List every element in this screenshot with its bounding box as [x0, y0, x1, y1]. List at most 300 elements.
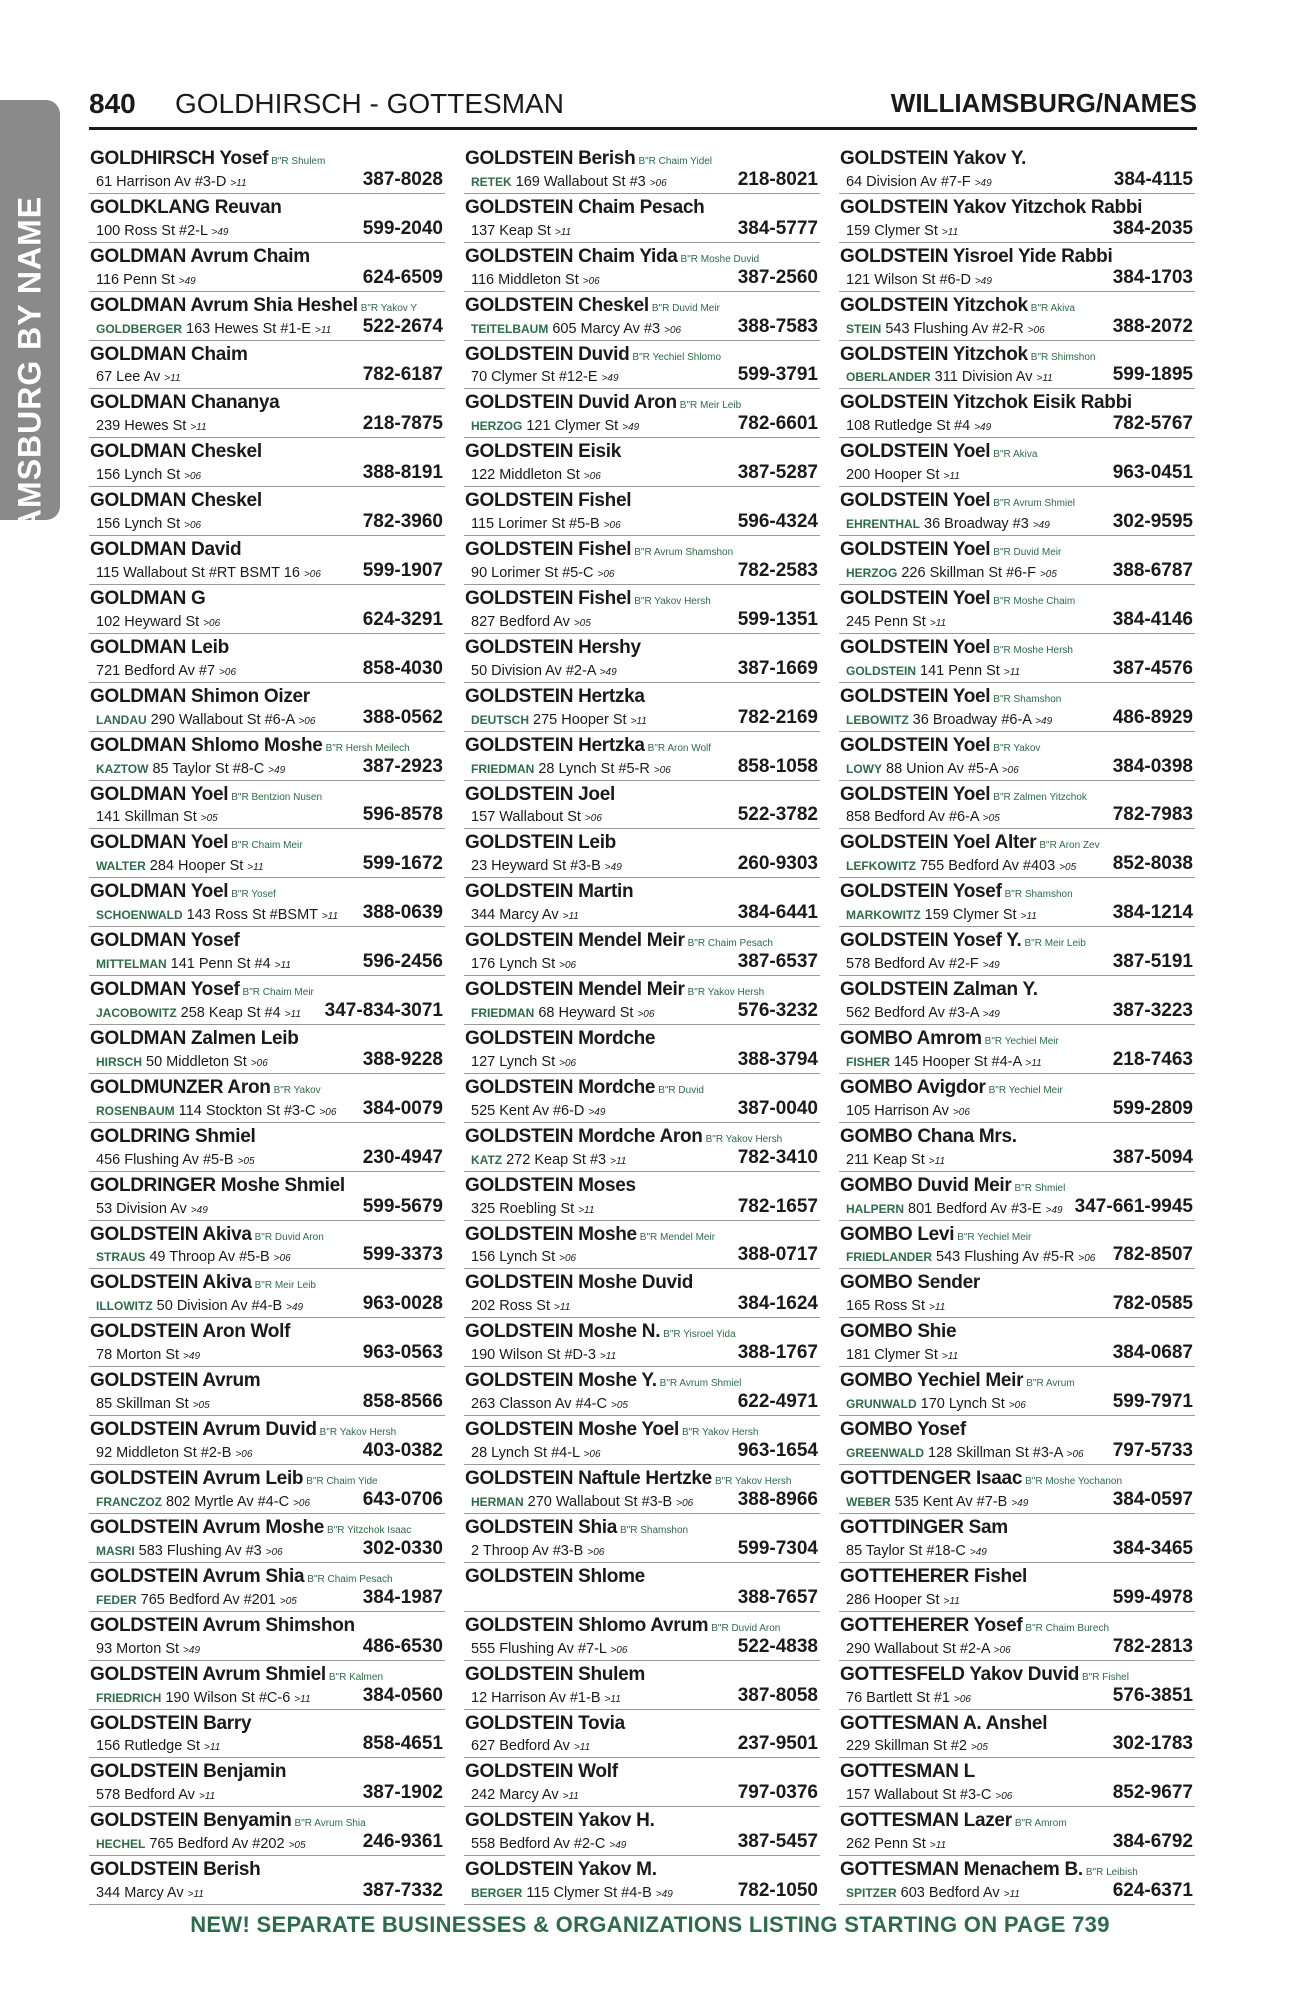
listing-name: GOMBO Levi	[840, 1223, 955, 1245]
listing-address: 78 Morton St	[96, 1347, 180, 1364]
listing-address-line	[846, 1738, 988, 1754]
listing-patronymic: B"R Yakov	[273, 1084, 321, 1096]
listing-entry	[839, 976, 1195, 1025]
listing-name: GOLDSTEIN Mordche	[465, 1076, 656, 1098]
listing-entry	[89, 1074, 445, 1123]
listing-patronymic: B"R Chaim Meir	[231, 840, 303, 852]
listing-address-line	[96, 272, 196, 288]
listing-name: GOMBO Amrom	[840, 1028, 982, 1050]
listing-zip-zone: >49	[974, 275, 992, 287]
listing-patronymic: B"R Shmiel	[1014, 1182, 1066, 1194]
listing-address: 176 Lynch St	[471, 956, 556, 973]
listing-entry	[89, 1514, 445, 1563]
listing-name-line	[90, 1664, 383, 1686]
listing-phone: 782-2583	[737, 560, 818, 582]
listing-name: GOLDSTEIN Eisik	[465, 441, 621, 463]
listing-name-line	[840, 1664, 1129, 1686]
listing-address-line	[471, 761, 671, 777]
listing-address: 562 Bedford Av #3-A	[846, 1005, 979, 1022]
listing-name: GOMBO Duvid Meir	[840, 1174, 1012, 1196]
listing-phone: 852-9677	[1112, 1782, 1193, 1804]
listing-address: 2 Throop Av #3-B	[471, 1542, 584, 1559]
listing-name: GOLDSTEIN Yakov H.	[465, 1810, 655, 1832]
listing-entry	[839, 1807, 1195, 1856]
listing-patronymic: B"R Mendel Meir	[639, 1231, 716, 1243]
listing-name: GOLDSTEIN Chaim Yida	[465, 245, 678, 267]
listing-address: 28 Lynch St #5-R	[538, 760, 650, 777]
listing-address-line	[96, 1249, 291, 1265]
listing-name: GOLDRING Shmiel	[90, 1125, 256, 1147]
listing-patronymic: B"R Shamshon	[620, 1524, 689, 1536]
listing-address-line	[846, 1690, 971, 1706]
listing-entry	[89, 487, 445, 536]
listing-alt-name: STRAUS	[96, 1250, 146, 1265]
listing-zip-zone: >06	[583, 1449, 601, 1461]
listing-zip-zone: >06	[184, 520, 202, 532]
listing-name-line	[465, 1028, 655, 1050]
listing-phone: 384-5777	[737, 217, 818, 239]
listing-name-line	[90, 1517, 411, 1539]
listing-entry	[464, 878, 820, 927]
listing-phone: 218-7875	[362, 413, 443, 435]
listing-zip-zone: >06	[603, 520, 621, 532]
listing-address: 827 Bedford Av	[471, 613, 570, 630]
listing-name-line	[840, 637, 1073, 659]
listing-phone: 599-4978	[1112, 1586, 1193, 1608]
listing-phone: 522-2674	[362, 315, 443, 337]
listing-address: 105 Harrison Av	[846, 1102, 949, 1119]
listing-name-line	[90, 979, 314, 1001]
listing-address-line	[96, 956, 291, 972]
listing-name: GOLDSTEIN Hershy	[465, 636, 641, 658]
listing-zip-zone: >11	[274, 960, 291, 972]
listing-name-line	[90, 539, 241, 561]
listing-name-line	[465, 881, 633, 903]
listing-name-line	[840, 1272, 980, 1294]
listing-phone: 599-2809	[1112, 1097, 1193, 1119]
listing-zip-zone: >49	[969, 1546, 987, 1558]
listing-alt-name: MARKOWITZ	[846, 908, 921, 923]
listing-address: 627 Bedford Av	[471, 1738, 570, 1755]
listing-address-line	[846, 809, 1000, 825]
listing-entry	[464, 1856, 820, 1905]
listing-name: GOLDMAN Cheskel	[90, 441, 262, 463]
listing-name-line	[465, 588, 711, 610]
listing-name-line	[840, 1419, 966, 1441]
listing-name: GOLDMAN David	[90, 539, 242, 561]
listing-entry	[464, 1612, 820, 1661]
listing-zip-zone: >06	[664, 324, 682, 336]
listing-entry	[464, 536, 820, 585]
listing-address: 226 Skillman St #6-F	[901, 565, 1036, 582]
listing-patronymic: B"R Shulem	[271, 156, 326, 167]
listing-address: 116 Penn St	[96, 271, 175, 288]
listing-name-line	[465, 392, 741, 414]
listing-zip-zone: >49	[974, 422, 992, 434]
listing-entry	[89, 438, 445, 487]
listing-address-line	[471, 712, 647, 728]
listing-name: GOLDMAN Cheskel	[90, 490, 262, 512]
listing-phone: 387-2923	[362, 755, 443, 777]
listing-phone: 387-1902	[362, 1782, 443, 1804]
listing-address-line	[96, 1885, 204, 1901]
listing-phone: 858-1058	[737, 755, 818, 777]
listing-address: 755 Bedford Av #403	[919, 858, 1056, 875]
listing-entry	[839, 1710, 1195, 1759]
listing-entry	[89, 1465, 445, 1514]
listing-alt-name: ILLOWITZ	[96, 1299, 153, 1314]
listing-address-line	[471, 1787, 579, 1803]
listing-address: 190 Wilson St #D-3	[471, 1347, 596, 1364]
listing-name-line	[465, 246, 759, 268]
listing-address: 141 Penn St #4	[170, 956, 271, 973]
listing-address-line	[846, 1494, 1028, 1510]
listing-entry	[464, 145, 820, 194]
listing-phone: 387-6537	[737, 951, 818, 973]
listing-name: GOLDSTEIN Yoel	[840, 490, 991, 512]
listing-entry	[89, 1269, 445, 1318]
listing-name-line	[840, 1370, 1075, 1392]
listing-name-line	[840, 1713, 1047, 1735]
listing-address-line	[471, 907, 579, 923]
listing-address: 605 Marcy Av #3	[552, 320, 661, 337]
listing-zip-zone: >11	[1025, 1057, 1042, 1069]
listing-name: GOLDSTEIN Fishel	[465, 539, 632, 561]
listing-address-line	[471, 272, 600, 288]
listing-phone: 388-2072	[1112, 315, 1193, 337]
listing-address: 721 Bedford Av #7	[96, 662, 216, 679]
listing-name-line	[840, 344, 1095, 366]
listing-entry	[839, 1074, 1195, 1123]
listing-address-line	[846, 418, 991, 434]
listing-address: 344 Marcy Av	[471, 907, 559, 924]
listing-name: GOLDMAN Yoel	[90, 881, 229, 903]
listing-address-line	[471, 956, 576, 972]
listing-name-line	[840, 295, 1075, 317]
listing-entry	[464, 927, 820, 976]
listing-address-line	[846, 1543, 987, 1559]
listing-name-line	[90, 686, 310, 708]
listing-phone: 596-2456	[362, 951, 443, 973]
listing-name: GOLDSTEIN Yitzchok	[840, 343, 1028, 365]
listing-name-line	[90, 1566, 393, 1588]
listing-zip-zone: >06	[1066, 1449, 1084, 1461]
listing-address-line	[471, 1738, 590, 1754]
listing-name: GOLDSTEIN Akiva	[90, 1223, 252, 1245]
listing-name: GOMBO Sender	[840, 1272, 980, 1294]
listing-zip-zone: >11	[314, 324, 332, 336]
listing-entry	[89, 1221, 445, 1270]
listing-address-line	[471, 1152, 626, 1168]
listing-phone: 388-0562	[362, 706, 443, 728]
listing-address: 156 Lynch St	[96, 516, 181, 533]
listing-name: GOLDSTEIN Yoel	[840, 441, 991, 463]
listing-entry	[89, 732, 445, 781]
listing-zip-zone: >06	[637, 1009, 655, 1021]
listing-phone: 384-1624	[737, 1293, 818, 1315]
listing-entry	[464, 1563, 820, 1612]
listing-entry	[89, 243, 445, 292]
listing-address: 286 Hooper St	[846, 1591, 940, 1608]
listing-entry	[839, 1172, 1195, 1221]
listing-address-line	[96, 1201, 208, 1217]
listing-phone: 782-7983	[1112, 804, 1193, 826]
listing-name-line	[465, 637, 641, 659]
listing-address: 170 Lynch St	[920, 1396, 1005, 1413]
listing-alt-name: GRUNWALD	[846, 1397, 917, 1412]
listing-patronymic: B"R Yakov Hersh	[714, 1476, 792, 1488]
listing-name-line	[840, 1859, 1138, 1881]
listing-phone: 260-9303	[737, 853, 818, 875]
listing-phone: 384-4115	[1113, 168, 1193, 190]
listing-entry	[839, 683, 1195, 732]
listing-phone: 782-2169	[737, 706, 818, 728]
listing-address-line	[846, 565, 1057, 581]
listing-entry	[464, 1221, 820, 1270]
listing-address-line	[471, 1103, 605, 1119]
listing-entry	[839, 1416, 1195, 1465]
listing-address: 141 Skillman St	[96, 809, 197, 826]
listing-name: GOLDSTEIN Yakov M.	[465, 1859, 657, 1881]
listing-alt-name: GREENWALD	[846, 1446, 924, 1461]
listing-address-line	[471, 369, 619, 385]
listing-entry	[464, 1710, 820, 1759]
listing-address: 583 Flushing Av #3	[138, 1542, 262, 1559]
listing-name-line	[465, 1664, 645, 1686]
listing-entry	[839, 1025, 1195, 1074]
listing-alt-name: FRIEDMAN	[471, 1006, 535, 1021]
listing-address: 325 Roebling St	[471, 1200, 575, 1217]
listing-phone: 782-8507	[1112, 1244, 1193, 1266]
listing-entry	[464, 1807, 820, 1856]
listing-name: GOLDSTEIN Yoel	[840, 685, 991, 707]
listing-patronymic: B"R Avrum Shia	[294, 1818, 366, 1830]
listing-entry	[89, 634, 445, 683]
listing-address-line	[846, 1836, 946, 1852]
listing-phone: 387-8058	[737, 1684, 818, 1706]
listing-phone: 218-7463	[1112, 1048, 1193, 1070]
listing-name: GOLDSTEIN Berish	[465, 148, 636, 169]
listing-zip-zone: >49	[268, 764, 286, 776]
listing-patronymic: B"R Chaim Yide	[306, 1476, 378, 1488]
listing-zip-zone: >06	[1027, 324, 1045, 336]
listing-address: 102 Heyward St	[96, 613, 200, 630]
listing-patronymic: B"R Akiva	[1030, 302, 1075, 314]
listing-alt-name: GOLDBERGER	[96, 321, 183, 336]
listing-phone: 599-2040	[362, 217, 443, 239]
listing-zip-zone: >05	[573, 617, 591, 629]
listing-phone: 599-3373	[362, 1244, 443, 1266]
listing-alt-name: LOWY	[846, 761, 882, 776]
listing-zip-zone: >11	[943, 1595, 960, 1607]
listing-phone: 782-1657	[737, 1195, 818, 1217]
listing-zip-zone: >11	[941, 1351, 959, 1363]
listing-zip-zone: >05	[237, 1155, 255, 1167]
listing-name: GOLDSTEIN Leib	[465, 832, 616, 854]
listing-phone: 797-0376	[737, 1782, 818, 1804]
listing-address-line	[96, 565, 321, 581]
listing-alt-name: RETEK	[471, 174, 512, 189]
listing-zip-zone: >11	[562, 1791, 579, 1803]
listing-address-line	[471, 1885, 673, 1901]
listing-patronymic: B"R Moshe Duvid	[680, 253, 760, 265]
listing-phone: 246-9361	[362, 1831, 443, 1853]
listing-phone: 384-1703	[1112, 266, 1193, 288]
listing-name: GOLDSTEIN Moshe N.	[465, 1321, 661, 1343]
listing-phone: 384-2035	[1112, 217, 1193, 239]
listing-name: GOLDSTEIN Duvid Aron	[465, 392, 677, 414]
listing-address: 245 Penn St	[846, 613, 926, 630]
listing-phone: 388-0639	[362, 902, 443, 924]
listing-name: GOTTDENGER Isaac	[840, 1468, 1023, 1490]
listing-phone: 384-0597	[1112, 1488, 1193, 1510]
listing-phone: 624-3291	[362, 608, 443, 630]
listing-address: 90 Lorimer St #5-C	[471, 565, 594, 582]
listing-address: 159 Clymer St	[924, 907, 1017, 924]
listing-zip-zone: >11	[630, 715, 647, 727]
listing-zip-zone: >06	[559, 960, 577, 972]
listing-address: 555 Flushing Av #7-L	[471, 1640, 607, 1657]
listing-address-line	[471, 809, 602, 825]
listing-address: 525 Kent Av #6-D	[471, 1102, 585, 1119]
listing-zip-zone: >06	[954, 1693, 971, 1705]
listing-name-line	[90, 1175, 345, 1197]
listing-name: GOLDSTEIN Zalman Y.	[840, 979, 1038, 1001]
listing-zip-zone: >49	[190, 1204, 208, 1216]
listing-zip-zone: >05	[200, 813, 218, 825]
listing-address-line	[96, 1005, 301, 1021]
listing-address: 121 Clymer St	[526, 418, 619, 435]
listing-zip-zone: >06	[293, 1497, 311, 1509]
listing-patronymic: B"R Chaim Pesach	[687, 938, 773, 950]
listing-address: 88 Union Av #5-A	[886, 760, 998, 777]
listing-name: GOLDMAN Chaim	[90, 343, 248, 365]
listing-zip-zone: >11	[943, 471, 960, 483]
listing-entry	[464, 683, 820, 732]
listing-address: 50 Division Av #2-A	[471, 662, 596, 679]
listing-address-line	[96, 1152, 255, 1168]
listing-entry	[464, 341, 820, 390]
listing-phone: 388-8966	[737, 1488, 818, 1510]
listing-entry	[464, 1025, 820, 1074]
listing-address-line	[96, 1690, 311, 1706]
listing-name-line	[90, 588, 206, 610]
listing-zip-zone: >11	[941, 226, 959, 238]
listing-address-line	[846, 614, 946, 630]
listing-address: 270 Wallabout St #3-B	[527, 1493, 673, 1510]
listing-phone: 596-4324	[737, 511, 818, 533]
listing-address: 311 Division Av	[934, 369, 1033, 386]
listing-entry	[464, 1123, 820, 1172]
listing-address-line	[471, 663, 617, 679]
listing-phone: 387-7332	[362, 1880, 443, 1902]
listing-patronymic: B"R Chaim Meir	[242, 987, 314, 999]
listing-alt-name: HERZOG	[471, 419, 523, 434]
listing-address-line	[96, 1641, 200, 1657]
listing-address: 163 Hewes St #1-E	[186, 320, 311, 337]
listing-name-line	[465, 1468, 791, 1490]
listing-name-line	[840, 1126, 1017, 1148]
listing-address-line	[471, 1494, 693, 1510]
listing-entry	[464, 1758, 820, 1807]
listing-name: GOLDSTEIN Barry	[90, 1712, 252, 1734]
listing-address-line	[96, 1787, 215, 1803]
listing-name: GOLDSTEIN Avrum Moshe	[90, 1516, 325, 1538]
listing-address-line	[96, 467, 201, 483]
listing-name-line	[465, 1859, 657, 1881]
listing-zip-zone: >49	[286, 1302, 304, 1314]
listing-zip-zone: >49	[982, 960, 1000, 972]
listing-name-line	[465, 1370, 741, 1392]
listing-patronymic: B"R Chaim Pesach	[307, 1573, 393, 1585]
listing-address-line	[96, 1396, 210, 1412]
listing-phone: 576-3232	[737, 1000, 818, 1022]
listing-entry	[839, 389, 1195, 438]
listing-name: GOLDSTEIN Tovia	[465, 1712, 625, 1734]
listing-zip-zone: >06	[583, 471, 601, 483]
listing-entry	[839, 292, 1195, 341]
listing-address: 143 Ross St #BSMT	[186, 907, 318, 924]
listing-address: 239 Hewes St	[96, 418, 187, 435]
listing-alt-name: ROSENBAUM	[96, 1103, 175, 1118]
listing-name: GOLDSTEIN Shulem	[465, 1663, 645, 1685]
listing-alt-name: LANDAU	[96, 712, 147, 727]
listing-entry	[839, 1563, 1195, 1612]
listing-entry	[839, 536, 1195, 585]
listing-name: GOLDSTEIN Avrum Shmiel	[90, 1663, 326, 1685]
listing-address: 156 Lynch St	[471, 1249, 556, 1266]
listing-address-line	[471, 1396, 628, 1412]
listing-zip-zone: >49	[622, 422, 640, 434]
listing-alt-name: HERMAN	[471, 1494, 524, 1509]
listing-address: 53 Division Av	[96, 1200, 187, 1217]
listing-zip-zone: >06	[1008, 1400, 1026, 1412]
listing-alt-name: EHRENTHAL	[846, 517, 920, 532]
listing-name-line	[840, 1224, 1031, 1246]
listing-address-line	[471, 1249, 576, 1265]
listing-address: 558 Bedford Av #2-C	[471, 1836, 606, 1853]
listing-address: 543 Flushing Av #2-R	[885, 320, 1024, 337]
listing-address: 116 Middleton St	[471, 271, 579, 288]
listing-phone: 599-7971	[1112, 1391, 1193, 1413]
listing-address-line	[471, 1347, 616, 1363]
listing-phone: 302-1783	[1112, 1733, 1193, 1755]
listing-alt-name: HIRSCH	[96, 1054, 143, 1069]
listing-name-line	[465, 686, 645, 708]
listing-name-line	[90, 1321, 290, 1343]
listing-phone: 782-6187	[362, 364, 443, 386]
listing-address: 456 Flushing Av #5-B	[96, 1151, 234, 1168]
side-tab	[0, 100, 60, 625]
listing-address: 114 Stockton St #3-C	[178, 1102, 316, 1119]
listing-address-line	[846, 1152, 945, 1168]
listing-patronymic: B"R Avrum Shmiel	[993, 498, 1076, 510]
listing-entry	[464, 585, 820, 634]
listing-name: GOLDHIRSCH Yosef	[90, 148, 269, 169]
listing-phone: 486-8929	[1112, 706, 1193, 728]
listing-name: GOLDSTEIN Mendel Meir	[465, 979, 685, 1001]
listing-address-line	[96, 1738, 220, 1754]
listing-name: GOLDMAN Shlomo Moshe	[90, 734, 323, 756]
listing-name-line	[90, 1077, 321, 1099]
listing-address: 127 Lynch St	[471, 1053, 556, 1070]
listing-address: 49 Throop Av #5-B	[149, 1249, 270, 1266]
listing-name: GOLDSTEIN Benjamin	[90, 1761, 287, 1783]
listing-zip-zone: >06	[1001, 764, 1019, 776]
listing-address: 258 Keap St #4	[180, 1005, 281, 1022]
listing-entry	[89, 1807, 445, 1856]
listing-entry	[464, 243, 820, 292]
